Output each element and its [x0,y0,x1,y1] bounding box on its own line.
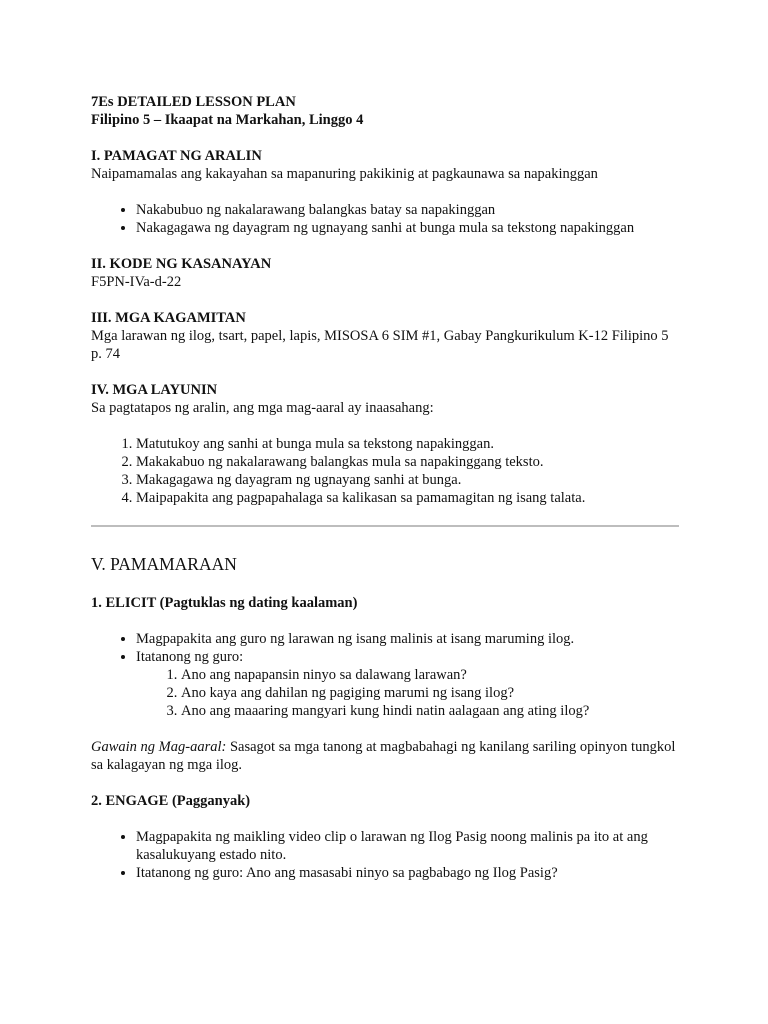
list-item: 1. Ano ang napapansin ninyo sa dalawang larawan? [181,666,681,684]
list-item: 1. Matutukoy ang sanhi at bunga mula sa tekstong napakinggan. [136,435,681,453]
list-item: 2. Makakabuo ng nakalarawang balangkas mula sa napakinggang teksto. [136,453,681,471]
elicit-question-intro: Itatanong ng guro: [136,649,244,665]
pamagat-bullet-list [91,201,681,237]
list-item: 2. Ano kaya ang dahilan ng pagiging marumi ng isang ilog? [181,684,681,702]
list-item: • Itatanong ng guro: Ano ang masasabi ninyo sa pagbabago ng Ilog Pasig? [136,864,681,882]
horizontal-divider [91,525,679,527]
section-heading-layunin: IV. MGA LAYUNIN [91,382,218,398]
section-text-pamagat: Naipamamalas ang kakayahan sa mapanuring pakikinig at pagkaunawa sa napakinggan [91,166,598,182]
section-heading-pamagat: I. PAMAGAT NG ARALIN [91,148,262,164]
list-item: • Magpapakita ang guro ng larawan ng isang malinis at isang maruming ilog. [136,630,681,648]
list-item: 3. Makagagawa ng dayagram ng ugnayang sanhi at bunga. [136,471,681,489]
document-title: 7Es DETAILED LESSON PLAN [91,94,296,110]
student-activity-paragraph [91,738,681,774]
list-item: 4. Maipapakita ang pagpapahalaga sa kalikasan sa pamamagitan ng isang talata. [136,489,681,507]
section-heading-kagamitan: III. MGA KAGAMITAN [91,310,246,326]
elicit-bullet-list [91,630,681,720]
document-subtitle: Filipino 5 – Ikaapat na Markahan, Linggo 4 [91,112,364,128]
section-heading-pamamaraan: V. PAMAMARAAN [91,554,237,574]
section-text-layunin: Sa pagtatapos ng aralin, ang mga mag-aaral ay inaasahang: [91,400,434,416]
list-item: 3. Ano ang maaaring mangyari kung hindi natin aalagaan ang ating ilog? [181,702,681,720]
section-text-kode: F5PN-IVa-d-22 [91,274,182,290]
list-item: • Nakagagawa ng dayagram ng ugnayang sanhi at bunga mula sa tekstong napakinggan [136,219,681,237]
section-heading-kode: II. KODE NG KASANAYAN [91,256,272,272]
list-item [136,648,681,720]
engage-bullet-list [91,828,681,882]
student-activity-text: Sasagot sa mga tanong at magbabahagi ng kanilang sariling opinyon tungkol sa kalagayan ng mga ilog. [91,739,676,773]
section-text-kagamitan: Mga larawan ng ilog, tsart, papel, lapis, MISOSA 6 SIM #1, Gabay Pangkurikulum K-12 Filipino 5 p. 74 [91,328,669,362]
layunin-numbered-list [91,435,681,507]
lesson-plan-page [91,93,681,882]
list-item: • Magpapakita ng maikling video clip o larawan ng Ilog Pasig noong malinis pa ito at ang kasalukuyang estado nito. [136,828,681,864]
elicit-question-list [136,666,681,720]
engage-heading: 2. ENGAGE (Pagganyak) [91,793,251,809]
list-item: • Nakabubuo ng nakalarawang balangkas batay sa napakinggan [136,201,681,219]
student-activity-label: Gawain ng Mag-aaral: [91,739,227,755]
elicit-heading: 1. ELICIT (Pagtuklas ng dating kaalaman) [91,595,358,611]
